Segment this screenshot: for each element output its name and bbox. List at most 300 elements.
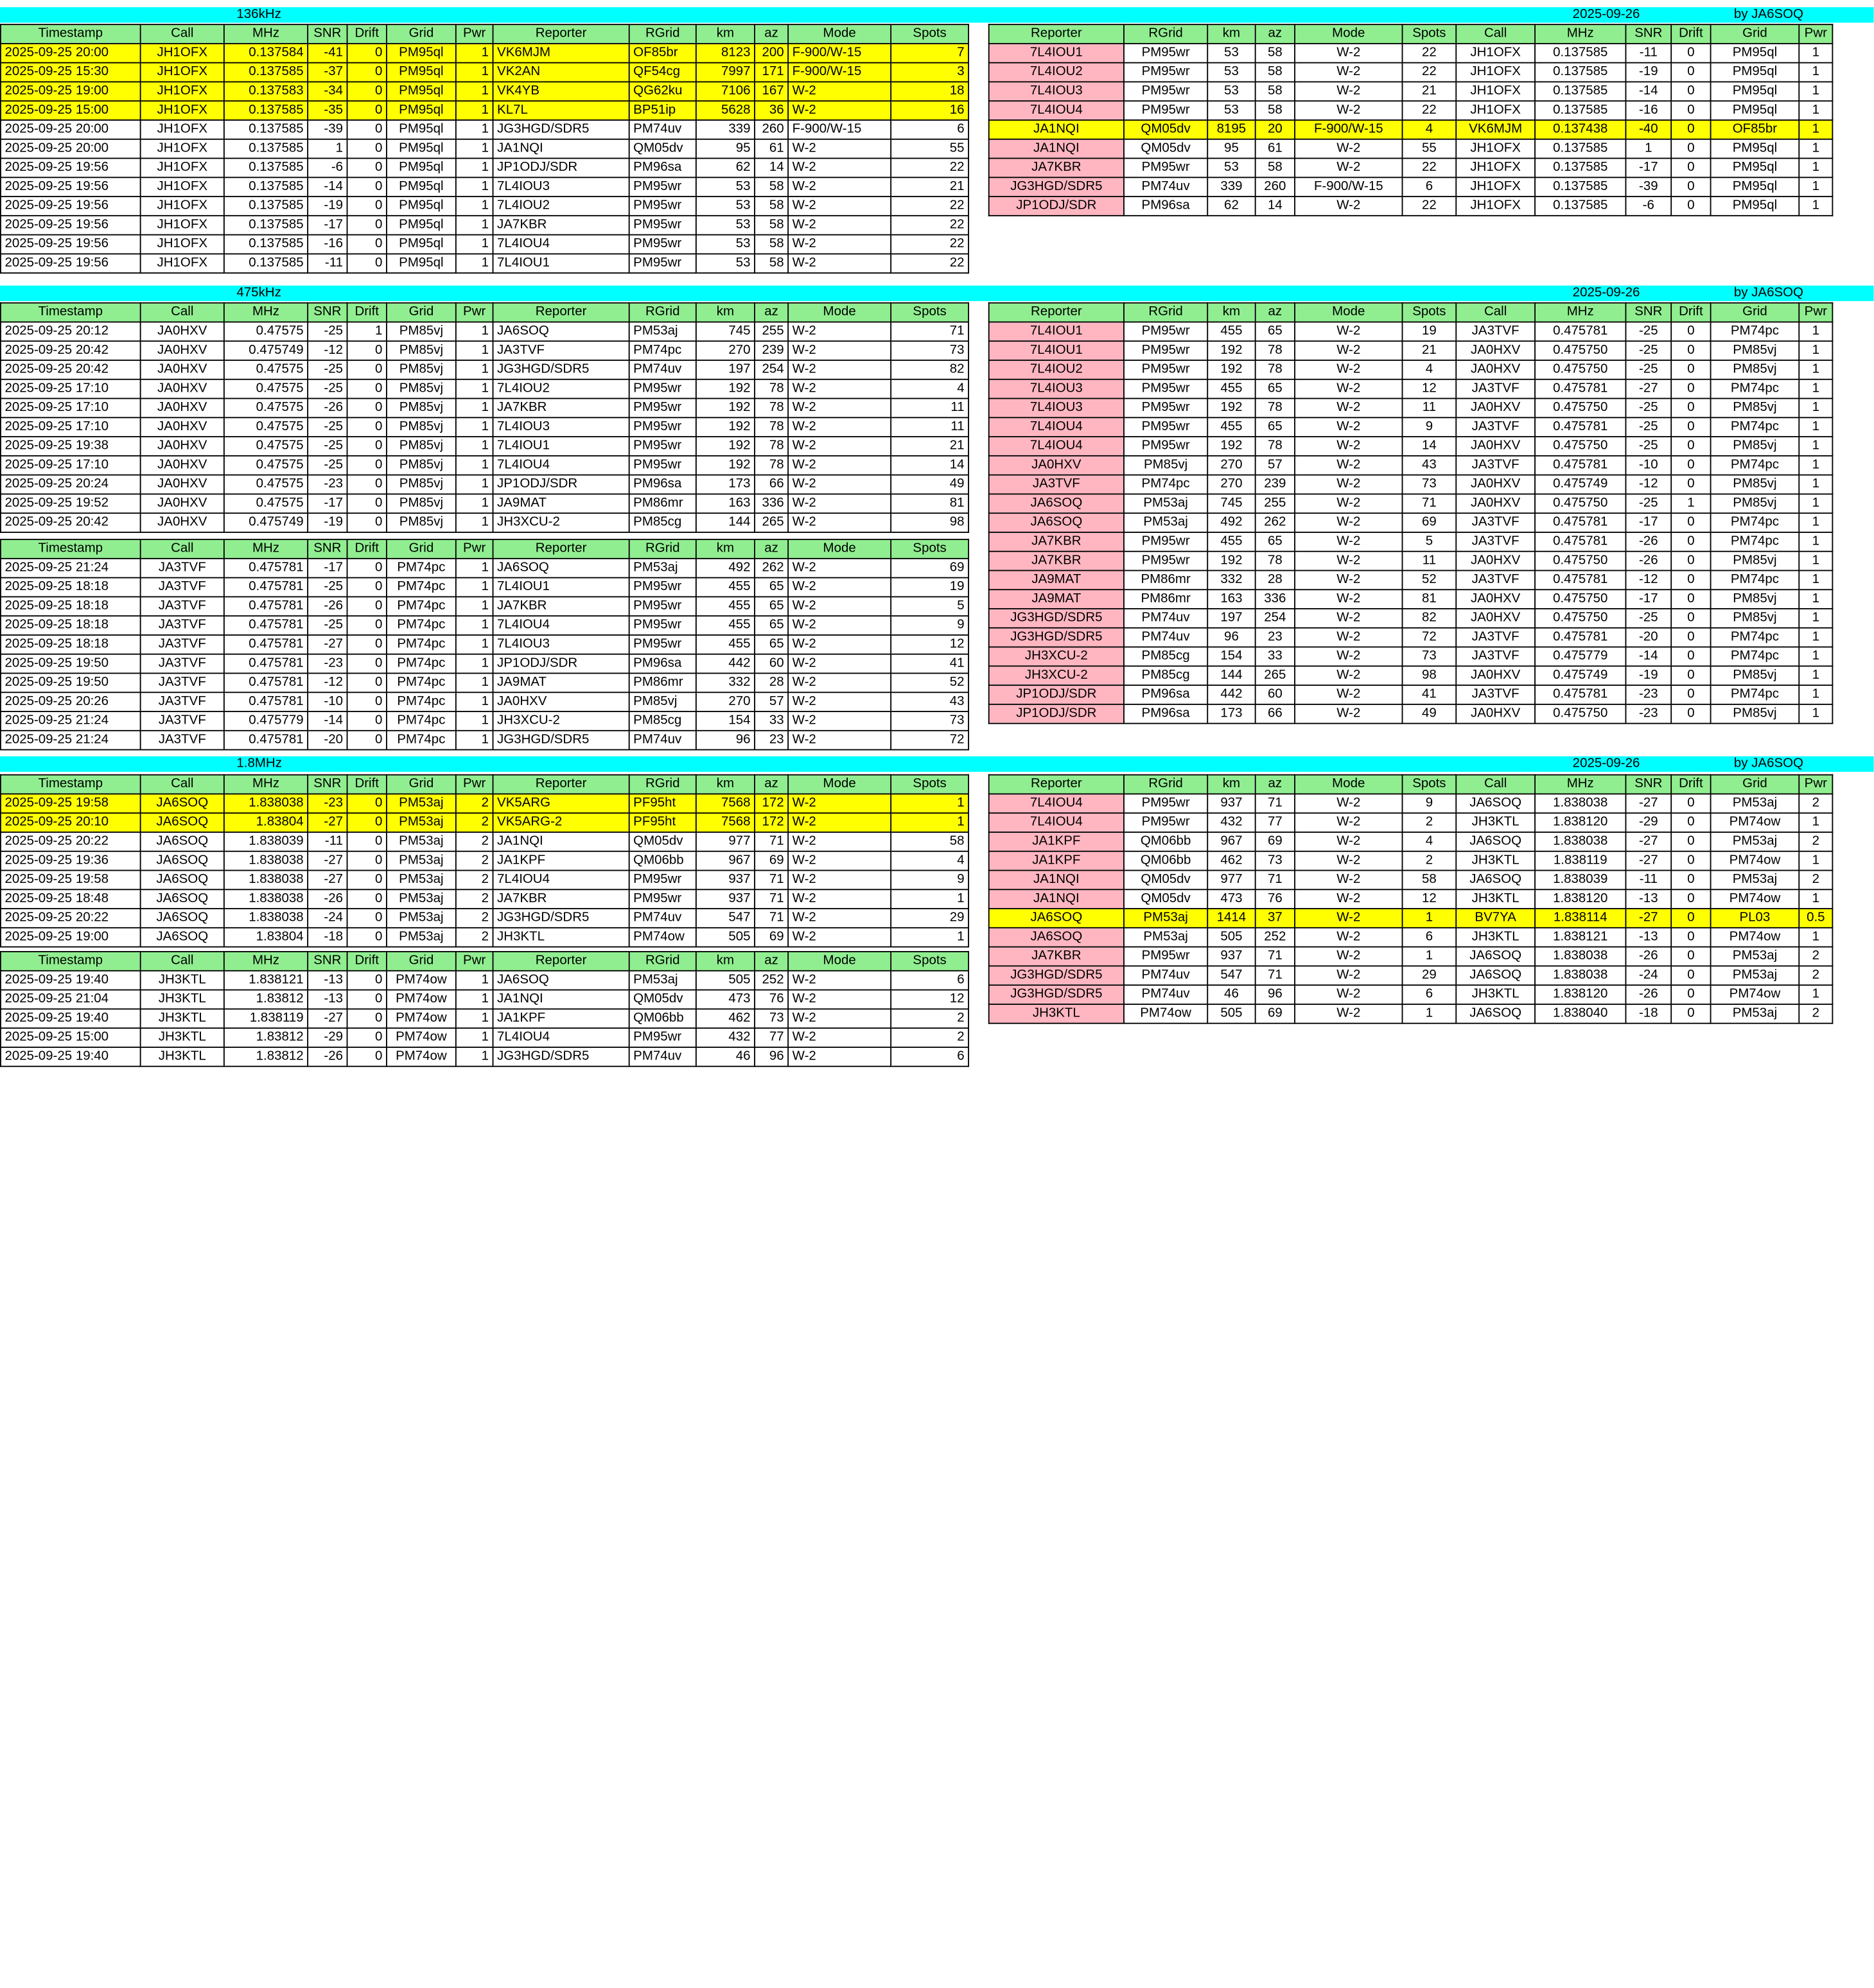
cell-mode[interactable]: W-2 — [1295, 82, 1402, 101]
cell-rgrid[interactable]: QM06bb — [629, 1009, 696, 1028]
cell-snr[interactable]: -25 — [1625, 437, 1671, 456]
cell-snr[interactable]: -41 — [308, 44, 347, 63]
cell-snr[interactable]: -25 — [1625, 360, 1671, 379]
cell-km[interactable]: 192 — [1207, 360, 1255, 379]
cell-pwr[interactable]: 1 — [1799, 532, 1832, 552]
cell-grid[interactable]: PM95ql — [1711, 82, 1800, 101]
cell-km[interactable]: 53 — [696, 216, 755, 235]
cell-grid[interactable]: PM74pc — [387, 674, 456, 693]
cell-drift[interactable]: 0 — [347, 889, 387, 909]
cell-rgrid[interactable]: PM86mr — [629, 674, 696, 693]
cell-mhz[interactable]: 1.83812 — [224, 990, 308, 1009]
cell-pwr[interactable]: 1 — [1799, 82, 1832, 101]
cell-snr[interactable]: -12 — [308, 341, 347, 360]
cell-timestamp[interactable]: 2025-09-25 18:18 — [1, 578, 141, 597]
cell-reporter[interactable]: 7L4IOU1 — [989, 341, 1124, 360]
cell-snr[interactable]: -19 — [308, 513, 347, 532]
cell-spots[interactable]: 11 — [891, 417, 968, 437]
cell-grid[interactable]: PM85vj — [1711, 552, 1800, 571]
cell-mhz[interactable]: 0.137585 — [224, 216, 308, 235]
cell-mhz[interactable]: 0.47575 — [224, 475, 308, 494]
cell-pwr[interactable]: 1 — [456, 635, 493, 654]
cell-km[interactable]: 154 — [1207, 647, 1255, 667]
cell-timestamp[interactable]: 2025-09-25 19:40 — [1, 971, 141, 990]
cell-call[interactable]: JH3KTL — [1456, 928, 1535, 947]
cell-call[interactable]: JA6SOQ — [141, 928, 224, 947]
cell-rgrid[interactable]: PM74uv — [1124, 966, 1207, 985]
cell-rgrid[interactable]: PM95wr — [629, 1028, 696, 1047]
cell-grid[interactable]: PM74ow — [387, 1047, 456, 1067]
cell-grid[interactable]: PM74pc — [1711, 685, 1800, 704]
cell-az[interactable]: 23 — [755, 731, 788, 750]
cell-az[interactable]: 73 — [755, 1009, 788, 1028]
cell-reporter[interactable]: JA9MAT — [493, 494, 629, 513]
cell-km[interactable]: 95 — [1207, 139, 1255, 159]
cell-snr[interactable]: -25 — [1625, 341, 1671, 360]
cell-mhz[interactable]: 1.838120 — [1535, 889, 1625, 909]
cell-az[interactable]: 33 — [755, 711, 788, 731]
cell-mode[interactable]: W-2 — [1295, 196, 1402, 216]
cell-reporter[interactable]: JA6SOQ — [493, 322, 629, 341]
cell-mode[interactable]: W-2 — [788, 101, 891, 120]
cell-reporter[interactable]: 7L4IOU2 — [989, 63, 1124, 82]
cell-timestamp[interactable]: 2025-09-25 19:40 — [1, 1047, 141, 1067]
cell-az[interactable]: 69 — [755, 851, 788, 871]
cell-snr[interactable]: -27 — [1625, 832, 1671, 851]
cell-mhz[interactable]: 0.137585 — [224, 120, 308, 139]
cell-call[interactable]: JH1OFX — [1456, 139, 1535, 159]
cell-mode[interactable]: W-2 — [1295, 63, 1402, 82]
cell-drift[interactable]: 0 — [347, 159, 387, 178]
column-header-mhz[interactable]: MHz — [224, 303, 308, 322]
cell-mhz[interactable]: 0.47575 — [224, 399, 308, 418]
column-header-mode[interactable]: Mode — [788, 24, 891, 44]
cell-az[interactable]: 65 — [755, 597, 788, 616]
cell-pwr[interactable]: 1 — [1799, 928, 1832, 947]
cell-az[interactable]: 78 — [755, 437, 788, 456]
cell-call[interactable]: JA6SOQ — [1456, 871, 1535, 890]
cell-spots[interactable]: 98 — [891, 513, 968, 532]
cell-spots[interactable]: 6 — [1403, 177, 1457, 196]
cell-drift[interactable]: 0 — [1671, 685, 1710, 704]
cell-call[interactable]: JA6SOQ — [141, 871, 224, 890]
column-header-rgrid[interactable]: RGrid — [629, 539, 696, 559]
cell-az[interactable]: 69 — [1256, 832, 1295, 851]
cell-az[interactable]: 69 — [755, 928, 788, 947]
cell-call[interactable]: JA3TVF — [141, 674, 224, 693]
cell-spots[interactable]: 69 — [891, 559, 968, 578]
cell-reporter[interactable]: 7L4IOU4 — [989, 437, 1124, 456]
cell-reporter[interactable]: JA7KBR — [493, 889, 629, 909]
cell-spots[interactable]: 73 — [891, 711, 968, 731]
cell-call[interactable]: JH1OFX — [1456, 101, 1535, 120]
cell-pwr[interactable]: 1 — [456, 379, 493, 399]
cell-az[interactable]: 252 — [755, 971, 788, 990]
cell-pwr[interactable]: 1 — [1799, 570, 1832, 589]
cell-drift[interactable]: 0 — [347, 101, 387, 120]
cell-km[interactable]: 173 — [1207, 704, 1255, 724]
cell-grid[interactable]: PM53aj — [387, 851, 456, 871]
cell-km[interactable]: 154 — [696, 711, 755, 731]
cell-pwr[interactable]: 1 — [1799, 494, 1832, 513]
cell-call[interactable]: JH1OFX — [1456, 177, 1535, 196]
column-header-rgrid[interactable]: RGrid — [629, 952, 696, 971]
cell-az[interactable]: 65 — [1256, 379, 1295, 399]
cell-km[interactable]: 432 — [696, 1028, 755, 1047]
cell-grid[interactable]: PM95ql — [387, 44, 456, 63]
cell-call[interactable]: JA0HXV — [1456, 475, 1535, 494]
cell-rgrid[interactable]: PM95wr — [1124, 44, 1207, 63]
cell-mhz[interactable]: 1.838121 — [224, 971, 308, 990]
cell-mhz[interactable]: 0.137585 — [1535, 139, 1625, 159]
cell-grid[interactable]: PM85vj — [1711, 399, 1800, 418]
cell-drift[interactable]: 0 — [347, 794, 387, 813]
cell-pwr[interactable]: 1 — [1799, 437, 1832, 456]
cell-mhz[interactable]: 0.475781 — [224, 674, 308, 693]
cell-mode[interactable]: W-2 — [788, 889, 891, 909]
cell-spots[interactable]: 11 — [1403, 399, 1457, 418]
cell-mhz[interactable]: 1.838040 — [1535, 1004, 1625, 1024]
cell-call[interactable]: JA0HXV — [141, 399, 224, 418]
cell-pwr[interactable]: 1 — [456, 216, 493, 235]
cell-grid[interactable]: PM53aj — [1711, 832, 1800, 851]
cell-spots[interactable]: 11 — [891, 399, 968, 418]
column-header-az[interactable]: az — [755, 24, 788, 44]
cell-snr[interactable]: -13 — [1625, 928, 1671, 947]
cell-km[interactable]: 53 — [696, 254, 755, 273]
cell-rgrid[interactable]: PM95wr — [629, 216, 696, 235]
cell-snr[interactable]: -29 — [308, 1028, 347, 1047]
cell-rgrid[interactable]: PM95wr — [629, 635, 696, 654]
column-header-timestamp[interactable]: Timestamp — [1, 24, 141, 44]
cell-pwr[interactable]: 1 — [456, 513, 493, 532]
cell-mhz[interactable]: 0.475781 — [1535, 456, 1625, 475]
cell-reporter[interactable]: JA7KBR — [493, 399, 629, 418]
column-header-spots[interactable]: Spots — [891, 952, 968, 971]
cell-timestamp[interactable]: 2025-09-25 19:00 — [1, 82, 141, 101]
column-header-pwr[interactable]: Pwr — [456, 24, 493, 44]
cell-mhz[interactable]: 0.475749 — [224, 341, 308, 360]
cell-mode[interactable]: W-2 — [1295, 909, 1402, 928]
cell-az[interactable]: 172 — [755, 794, 788, 813]
cell-az[interactable]: 28 — [1256, 570, 1295, 589]
cell-az[interactable]: 71 — [1256, 966, 1295, 985]
cell-mode[interactable]: W-2 — [788, 513, 891, 532]
cell-drift[interactable]: 0 — [347, 254, 387, 273]
cell-az[interactable]: 71 — [755, 832, 788, 851]
cell-km[interactable]: 192 — [1207, 552, 1255, 571]
cell-rgrid[interactable]: PM74pc — [629, 341, 696, 360]
cell-mhz[interactable]: 0.137585 — [224, 63, 308, 82]
column-header-reporter[interactable]: Reporter — [989, 775, 1124, 794]
cell-km[interactable]: 937 — [696, 889, 755, 909]
cell-km[interactable]: 455 — [1207, 532, 1255, 552]
cell-pwr[interactable]: 1 — [1799, 851, 1832, 871]
cell-mode[interactable]: W-2 — [788, 82, 891, 101]
cell-pwr[interactable]: 1 — [1799, 704, 1832, 724]
column-header-drift[interactable]: Drift — [347, 303, 387, 322]
cell-reporter[interactable]: JG3HGD/SDR5 — [493, 909, 629, 928]
cell-drift[interactable]: 0 — [347, 235, 387, 254]
column-header-spots[interactable]: Spots — [891, 24, 968, 44]
cell-drift[interactable]: 0 — [347, 813, 387, 832]
cell-km[interactable]: 197 — [1207, 609, 1255, 628]
cell-drift[interactable]: 0 — [347, 616, 387, 635]
cell-mode[interactable]: W-2 — [1295, 417, 1402, 437]
cell-reporter[interactable]: JA7KBR — [989, 159, 1124, 178]
column-header-pwr[interactable]: Pwr — [1799, 24, 1832, 44]
cell-pwr[interactable]: 1 — [456, 159, 493, 178]
cell-call[interactable]: JA6SOQ — [141, 851, 224, 871]
cell-rgrid[interactable]: PM53aj — [629, 971, 696, 990]
cell-rgrid[interactable]: QM06bb — [1124, 832, 1207, 851]
cell-reporter[interactable]: JG3HGD/SDR5 — [493, 120, 629, 139]
column-header-reporter[interactable]: Reporter — [493, 952, 629, 971]
cell-az[interactable]: 71 — [755, 909, 788, 928]
cell-timestamp[interactable]: 2025-09-25 20:10 — [1, 813, 141, 832]
cell-grid[interactable]: PM53aj — [387, 832, 456, 851]
cell-snr[interactable]: -26 — [308, 597, 347, 616]
cell-grid[interactable]: PM74ow — [387, 1009, 456, 1028]
cell-mhz[interactable]: 0.475750 — [1535, 399, 1625, 418]
cell-mhz[interactable]: 0.137583 — [224, 82, 308, 101]
cell-rgrid[interactable]: PM53aj — [1124, 909, 1207, 928]
column-header-rgrid[interactable]: RGrid — [629, 775, 696, 794]
cell-grid[interactable]: PM74pc — [1711, 322, 1800, 341]
cell-reporter[interactable]: 7L4IOU1 — [493, 437, 629, 456]
cell-mhz[interactable]: 0.475781 — [1535, 532, 1625, 552]
cell-mode[interactable]: W-2 — [788, 235, 891, 254]
cell-pwr[interactable]: 1 — [456, 494, 493, 513]
cell-drift[interactable]: 0 — [347, 341, 387, 360]
cell-grid[interactable]: PM74ow — [387, 971, 456, 990]
column-header-snr[interactable]: SNR — [1625, 24, 1671, 44]
cell-drift[interactable]: 0 — [1671, 609, 1710, 628]
cell-mhz[interactable]: 0.137585 — [1535, 44, 1625, 63]
cell-call[interactable]: JA3TVF — [1456, 322, 1535, 341]
cell-grid[interactable]: PM53aj — [387, 909, 456, 928]
cell-grid[interactable]: PM74ow — [1711, 928, 1800, 947]
cell-grid[interactable]: PM85vj — [1711, 475, 1800, 494]
cell-reporter[interactable]: JA9MAT — [989, 589, 1124, 609]
cell-pwr[interactable]: 1 — [456, 120, 493, 139]
cell-mhz[interactable]: 0.475781 — [1535, 513, 1625, 532]
cell-km[interactable]: 455 — [1207, 379, 1255, 399]
cell-mode[interactable]: W-2 — [1295, 794, 1402, 813]
cell-grid[interactable]: PM74ow — [387, 1028, 456, 1047]
cell-pwr[interactable]: 1 — [456, 399, 493, 418]
cell-spots[interactable]: 7 — [891, 44, 968, 63]
cell-mhz[interactable]: 0.137585 — [224, 177, 308, 196]
cell-grid[interactable]: PM74pc — [1711, 628, 1800, 647]
cell-rgrid[interactable]: PM85cg — [1124, 647, 1207, 667]
cell-reporter[interactable]: JA1NQI — [493, 990, 629, 1009]
cell-az[interactable]: 65 — [755, 616, 788, 635]
cell-pwr[interactable]: 2 — [1799, 794, 1832, 813]
cell-pwr[interactable]: 1 — [456, 597, 493, 616]
cell-drift[interactable]: 0 — [1671, 947, 1710, 966]
cell-snr[interactable]: -29 — [1625, 813, 1671, 832]
cell-mode[interactable]: W-2 — [1295, 871, 1402, 890]
cell-spots[interactable]: 12 — [891, 990, 968, 1009]
cell-mode[interactable]: W-2 — [1295, 322, 1402, 341]
cell-call[interactable]: JA3TVF — [141, 731, 224, 750]
cell-grid[interactable]: PM95ql — [387, 101, 456, 120]
cell-timestamp[interactable]: 2025-09-25 20:42 — [1, 513, 141, 532]
column-header-rgrid[interactable]: RGrid — [629, 303, 696, 322]
cell-rgrid[interactable]: PM95wr — [629, 235, 696, 254]
cell-grid[interactable]: PM95ql — [387, 177, 456, 196]
cell-pwr[interactable]: 1 — [1799, 399, 1832, 418]
cell-rgrid[interactable]: PM95wr — [629, 616, 696, 635]
cell-drift[interactable]: 1 — [347, 322, 387, 341]
cell-mhz[interactable]: 0.47575 — [224, 322, 308, 341]
cell-reporter[interactable]: JA6SOQ — [493, 971, 629, 990]
cell-grid[interactable]: PM53aj — [1711, 947, 1800, 966]
cell-km[interactable]: 53 — [696, 177, 755, 196]
cell-mode[interactable]: W-2 — [788, 1028, 891, 1047]
cell-reporter[interactable]: 7L4IOU3 — [493, 635, 629, 654]
cell-rgrid[interactable]: PM74uv — [1124, 609, 1207, 628]
cell-rgrid[interactable]: PM53aj — [1124, 513, 1207, 532]
cell-timestamp[interactable]: 2025-09-25 18:18 — [1, 597, 141, 616]
cell-call[interactable]: JA0HXV — [141, 322, 224, 341]
cell-timestamp[interactable]: 2025-09-25 21:24 — [1, 731, 141, 750]
cell-km[interactable]: 455 — [1207, 322, 1255, 341]
cell-reporter[interactable]: 7L4IOU2 — [493, 379, 629, 399]
cell-reporter[interactable]: JP1ODJ/SDR — [493, 475, 629, 494]
cell-drift[interactable]: 0 — [347, 456, 387, 475]
cell-az[interactable]: 336 — [755, 494, 788, 513]
cell-grid[interactable]: PM53aj — [387, 794, 456, 813]
cell-drift[interactable]: 0 — [347, 379, 387, 399]
cell-timestamp[interactable]: 2025-09-25 19:58 — [1, 794, 141, 813]
cell-spots[interactable]: 73 — [1403, 475, 1457, 494]
column-header-mhz[interactable]: MHz — [1535, 775, 1625, 794]
cell-snr[interactable]: -35 — [308, 101, 347, 120]
cell-rgrid[interactable]: PM85cg — [629, 513, 696, 532]
cell-pwr[interactable]: 1 — [456, 254, 493, 273]
cell-reporter[interactable]: 7L4IOU4 — [493, 616, 629, 635]
cell-rgrid[interactable]: PM95wr — [1124, 360, 1207, 379]
cell-reporter[interactable]: VK6MJM — [493, 44, 629, 63]
column-header-pwr[interactable]: Pwr — [456, 539, 493, 559]
cell-call[interactable]: JA3TVF — [1456, 417, 1535, 437]
cell-km[interactable]: 977 — [1207, 871, 1255, 890]
cell-reporter[interactable]: JH3KTL — [493, 928, 629, 947]
cell-az[interactable]: 60 — [755, 654, 788, 674]
cell-km[interactable]: 53 — [1207, 44, 1255, 63]
cell-az[interactable]: 96 — [1256, 985, 1295, 1004]
cell-rgrid[interactable]: PM95wr — [629, 417, 696, 437]
cell-snr[interactable]: -23 — [308, 794, 347, 813]
cell-km[interactable]: 8123 — [696, 44, 755, 63]
cell-call[interactable]: JA3TVF — [141, 616, 224, 635]
cell-mhz[interactable]: 0.475781 — [224, 635, 308, 654]
cell-drift[interactable]: 0 — [347, 475, 387, 494]
cell-az[interactable]: 58 — [755, 235, 788, 254]
cell-pwr[interactable]: 1 — [456, 559, 493, 578]
cell-timestamp[interactable]: 2025-09-25 20:26 — [1, 692, 141, 711]
cell-az[interactable]: 260 — [1256, 177, 1295, 196]
cell-timestamp[interactable]: 2025-09-25 20:00 — [1, 44, 141, 63]
cell-grid[interactable]: PM95ql — [387, 235, 456, 254]
cell-rgrid[interactable]: QM05dv — [629, 139, 696, 159]
column-header-grid[interactable]: Grid — [387, 539, 456, 559]
cell-reporter[interactable]: JP1ODJ/SDR — [493, 159, 629, 178]
cell-reporter[interactable]: JA1NQI — [493, 832, 629, 851]
cell-call[interactable]: JA0HXV — [1456, 399, 1535, 418]
cell-spots[interactable]: 1 — [1403, 1004, 1457, 1024]
cell-spots[interactable]: 5 — [891, 597, 968, 616]
cell-timestamp[interactable]: 2025-09-25 20:00 — [1, 139, 141, 159]
cell-call[interactable]: JH1OFX — [141, 101, 224, 120]
cell-km[interactable]: 163 — [1207, 589, 1255, 609]
cell-grid[interactable]: PM85vj — [387, 456, 456, 475]
cell-snr[interactable]: -6 — [1625, 196, 1671, 216]
cell-spots[interactable]: 4 — [891, 379, 968, 399]
cell-reporter[interactable]: 7L4IOU1 — [989, 44, 1124, 63]
cell-rgrid[interactable]: PM95wr — [629, 437, 696, 456]
cell-mhz[interactable]: 1.83804 — [224, 813, 308, 832]
cell-rgrid[interactable]: PM95wr — [629, 456, 696, 475]
cell-reporter[interactable]: JG3HGD/SDR5 — [493, 360, 629, 379]
column-header-grid[interactable]: Grid — [387, 775, 456, 794]
cell-rgrid[interactable]: QG62ku — [629, 82, 696, 101]
cell-spots[interactable]: 55 — [891, 139, 968, 159]
cell-rgrid[interactable]: OF85br — [629, 44, 696, 63]
cell-call[interactable]: JH1OFX — [1456, 82, 1535, 101]
cell-snr[interactable]: -20 — [1625, 628, 1671, 647]
cell-call[interactable]: JH1OFX — [141, 139, 224, 159]
cell-km[interactable]: 5628 — [696, 101, 755, 120]
cell-snr[interactable]: -17 — [308, 216, 347, 235]
cell-mhz[interactable]: 0.475781 — [1535, 322, 1625, 341]
cell-km[interactable]: 7997 — [696, 63, 755, 82]
column-header-spots[interactable]: Spots — [1403, 775, 1457, 794]
cell-spots[interactable]: 2 — [1403, 813, 1457, 832]
cell-snr[interactable]: -27 — [308, 813, 347, 832]
cell-rgrid[interactable]: PM96sa — [629, 654, 696, 674]
cell-mhz[interactable]: 1.83804 — [224, 928, 308, 947]
cell-mhz[interactable]: 1.838038 — [224, 851, 308, 871]
cell-call[interactable]: JA3TVF — [1456, 379, 1535, 399]
cell-pwr[interactable]: 2 — [1799, 871, 1832, 890]
cell-mode[interactable]: W-2 — [788, 1009, 891, 1028]
cell-call[interactable]: JH3KTL — [1456, 889, 1535, 909]
cell-grid[interactable]: PM53aj — [1711, 966, 1800, 985]
cell-pwr[interactable]: 1 — [1799, 196, 1832, 216]
cell-km[interactable]: 7568 — [696, 794, 755, 813]
cell-snr[interactable]: -27 — [308, 635, 347, 654]
cell-rgrid[interactable]: PM85cg — [1124, 666, 1207, 685]
cell-az[interactable]: 37 — [1256, 909, 1295, 928]
cell-az[interactable]: 14 — [1256, 196, 1295, 216]
cell-km[interactable]: 442 — [696, 654, 755, 674]
cell-km[interactable]: 492 — [1207, 513, 1255, 532]
column-header-pwr[interactable]: Pwr — [456, 952, 493, 971]
cell-km[interactable]: 144 — [696, 513, 755, 532]
cell-drift[interactable]: 0 — [1671, 360, 1710, 379]
cell-spots[interactable]: 1 — [891, 889, 968, 909]
column-header-spots[interactable]: Spots — [891, 775, 968, 794]
cell-snr[interactable]: -14 — [308, 711, 347, 731]
cell-grid[interactable]: OF85br — [1711, 120, 1800, 139]
cell-timestamp[interactable]: 2025-09-25 19:38 — [1, 437, 141, 456]
cell-km[interactable]: 7106 — [696, 82, 755, 101]
cell-call[interactable]: JA0HXV — [1456, 589, 1535, 609]
cell-km[interactable]: 62 — [1207, 196, 1255, 216]
